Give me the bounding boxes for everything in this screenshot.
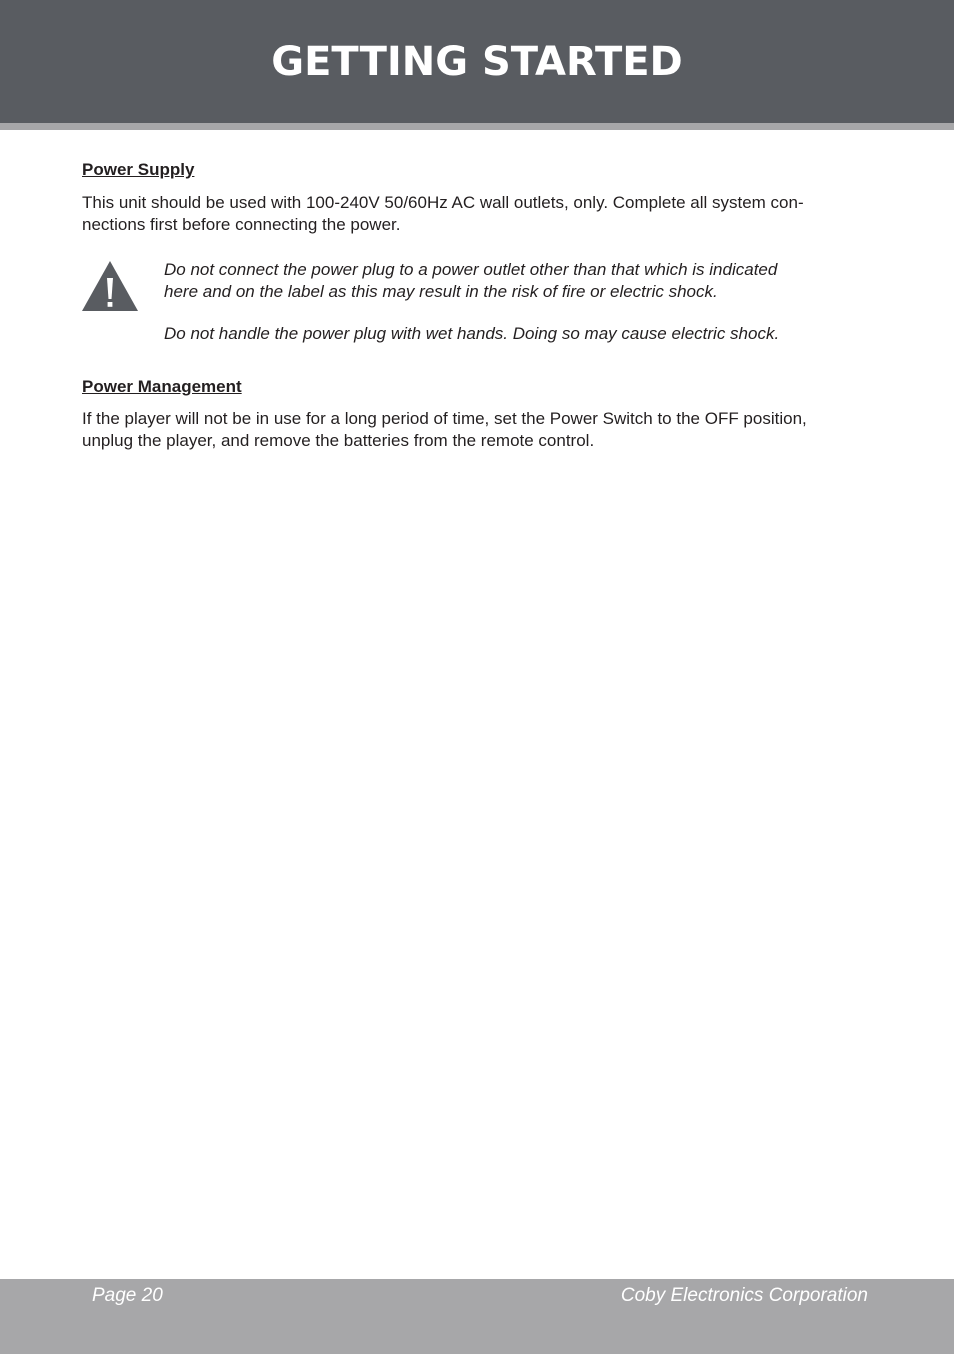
power-management-heading: Power Management (82, 377, 242, 396)
header-divider (0, 123, 954, 130)
power-supply-line-2: nections first before connecting the power. (82, 215, 401, 234)
warning-line-1: Do not connect the power plug to a power outlet other than that which is indicated (164, 260, 778, 279)
warning-triangle-icon (81, 260, 139, 312)
page-number: Page 20 (92, 1285, 163, 1306)
warning-text-wet-hands: Do not handle the power plug with wet hands. Doing so may cause electric shock. (164, 324, 780, 343)
page-title: GETTING STARTED (271, 39, 683, 85)
power-supply-paragraph (82, 192, 882, 236)
company-name: Coby Electronics Corporation (620, 1285, 868, 1306)
power-management-line-2: unplug the player, and remove the batteries from the remote control. (82, 431, 595, 450)
power-supply-heading: Power Supply (82, 160, 195, 179)
page-header (0, 0, 954, 123)
power-management-line-1: If the player will not be in use for a long period of time, set the Power Switch to the OFF position, (82, 409, 807, 428)
warning-text-plug-outlet (164, 259, 864, 303)
power-management-paragraph (82, 408, 882, 452)
warning-line-2: here and on the label as this may result in the risk of fire or electric shock. (164, 282, 718, 301)
power-supply-line-1: This unit should be used with 100-240V 50/60Hz AC wall outlets, only. Complete all system con- (82, 193, 804, 212)
